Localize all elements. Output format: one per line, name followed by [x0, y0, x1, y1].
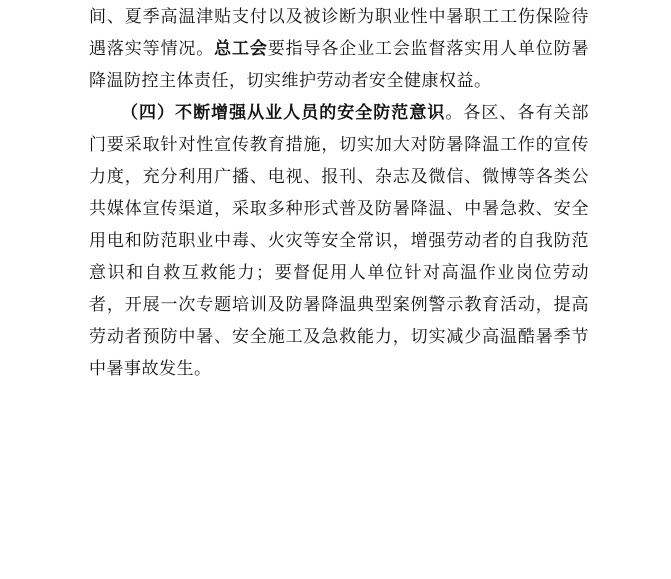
paragraph-2-line-7: 者，开展一次专题培训及防暑降温典型案例警示教育活动，提高 [89, 295, 589, 315]
paragraph-1-line-2-text: 遇落实等情况。 [89, 39, 215, 59]
paragraph-2-line-9: 中暑事故发生。 [89, 359, 212, 379]
paragraph-2-line-2: 门要采取针对性宣传教育措施，切实加大对防暑降温工作的宣传 [89, 135, 589, 155]
paragraph-2-line-8: 劳动者预防中暑、安全施工及急救能力，切实减少高温酷暑季节 [89, 327, 589, 347]
paragraph-2-line-6: 意识和自救互救能力；要督促用人单位针对高温作业岗位劳动 [89, 263, 589, 283]
paragraph-2-line-1 [121, 97, 589, 129]
paragraph-1-line-2 [89, 33, 589, 65]
paragraph-2-line-5: 用电和防范职业中毒、火灾等安全常识，增强劳动者的自我防范 [89, 231, 589, 251]
paragraph-2-line-4: 共媒体宣传渠道，采取多种形式普及防暑降温、中暑急救、安全 [89, 199, 589, 219]
paragraph-2-line-3: 力度，充分利用广播、电视、报刊、杂志及微信、微博等各类公 [89, 167, 589, 187]
paragraph-1-line-3: 降温防控主体责任，切实维护劳动者安全健康权益。 [89, 71, 492, 91]
section-heading-four: （四）不断增强从业人员的安全防范意识 [121, 103, 446, 123]
bold-phrase-trade-union: 总工会 [214, 39, 268, 59]
paragraph-1-line-1: 间、夏季高温津贴支付以及被诊断为职业性中暑职工工伤保险待 [89, 7, 589, 27]
paragraph-1-line-2-rest: 要指导各企业工会监督落实用人单位防暑 [267, 39, 590, 59]
paragraph-2-line-1-rest: 。各区、各有关部 [445, 103, 589, 123]
